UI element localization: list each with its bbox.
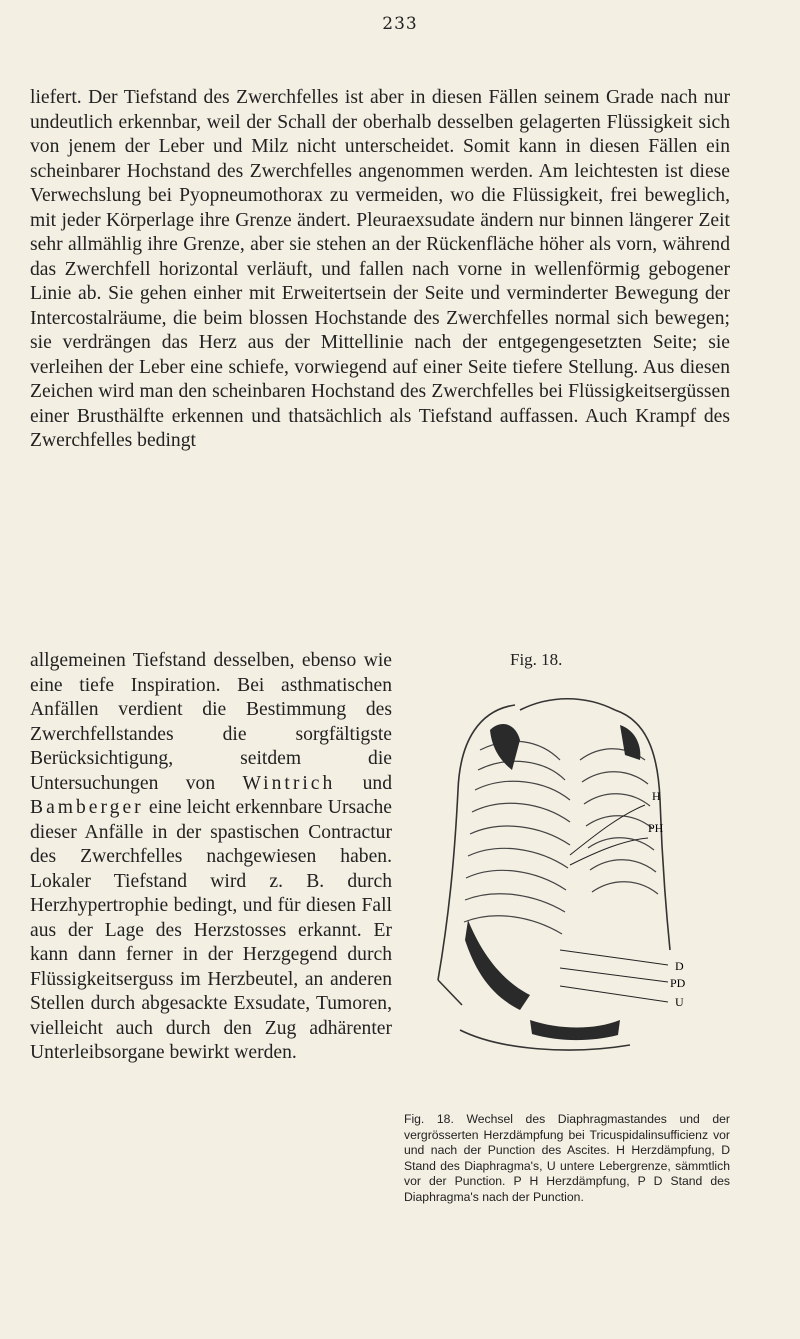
anatomical-figure	[420, 650, 710, 1110]
body-paragraph: liefert. Der Tiefstand des Zwerchfelles ist aber in diesen Fällen seinem Grade nach nur undeutlich erkennbar, weil der Schall der oberhalb desselben gelagerten Flüssigkeit sich von jenem der Leber und Milz nicht unterscheidet. Somit kann in diesen Fällen ein scheinbarer Hochstand des Zwerchfelles angenommen werden. Am leichtesten ist diese Verwechslung bei Pyopneumothorax zu vermeiden, wo die Flüssigkeit, frei beweglich, mit jeder Körperlage ihre Grenze ändert. Pleuraexsudate ändern nur binnen längerer Zeit sehr allmählig ihre Grenze, aber sie stehen an der Rückenfläche höher als vorn, während das Zwerchfell horizontal verläuft, und fallen nach vorne in wellenförmig gebogener Linie ab. Sie gehen einher mit Erweitertsein der Seite und verminderter Bewegung der Intercostalräume, die beim blossen Hochstande des Zwerchfelles normal sich bewegen; sie verdrängen das Herz aus der Mittellinie nach der entgegengesetzten Seite; sie verleihen der Leber eine schiefe, vorwiegend auf einer Seite tiefere Stellung. Aus diesen Zeichen wird man den scheinbaren Hochstand des Zwerchfelles bei Flüssigkeitsergüssen einer Brusthälfte erkennen und thatsächlich als Tiefstand auffassen. Auch Krampf des Zwerchfelles bedingt	[30, 87, 730, 451]
marker-pd: PD	[670, 976, 686, 990]
author-name-bamberger: Bamberger	[30, 797, 144, 818]
marker-ph: PH	[648, 821, 664, 835]
text-part-3: eine leicht erkennbare Ursache dieser Anfälle in der spastischen Contractur des Zwerchfelles nachgewiesen haben. Lokaler Tiefstand wird z. B. durch Herzhypertrophie bedingt, und für diesen Fall aus der Lage des Herzstosses erkannt. Er kann dann ferner in der Herzgegend durch Flüssigkeitserguss im Herzbeutel, an anderen Stellen durch abgesackte Exsudate, Tumoren, vielleicht auch durch den Zug adhärenter Unterleibsorgane bewirkt werden.	[30, 797, 392, 1063]
rib-shading	[464, 741, 658, 934]
text-part-1: allgemeinen Tiefstand desselben, ebenso wie eine tiefe Inspiration. Bei asthmatischen Anfällen verdient die Bestimmung des Zwerchfellstandes die sorgfältigste Berücksichtigung, seitdem die Untersuchungen von	[30, 650, 392, 794]
marker-d: D	[675, 959, 684, 973]
marker-u: U	[675, 995, 684, 1009]
figure-caption: Fig. 18. Wechsel des Diaphragmastandes und der vergrösserten Herzdämpfung bei Tricuspidalinsufficienz vor und nach der Punction des Ascites. H Herzdämpfung, D Stand des Diaphragma's, U untere Lebergrenze, sämmtlich vor der Punction. P H Herzdämpfung, P D Stand des Diaphragma's nach der Punction.	[404, 1112, 730, 1204]
figure-label: Fig. 18.	[510, 650, 563, 669]
text-part-2: und	[335, 772, 392, 794]
author-name-wintrich: Wintrich	[242, 772, 336, 794]
body-paragraph-wrapped	[30, 649, 392, 1066]
page-number: 233	[382, 14, 418, 34]
marker-h: H	[652, 789, 661, 803]
